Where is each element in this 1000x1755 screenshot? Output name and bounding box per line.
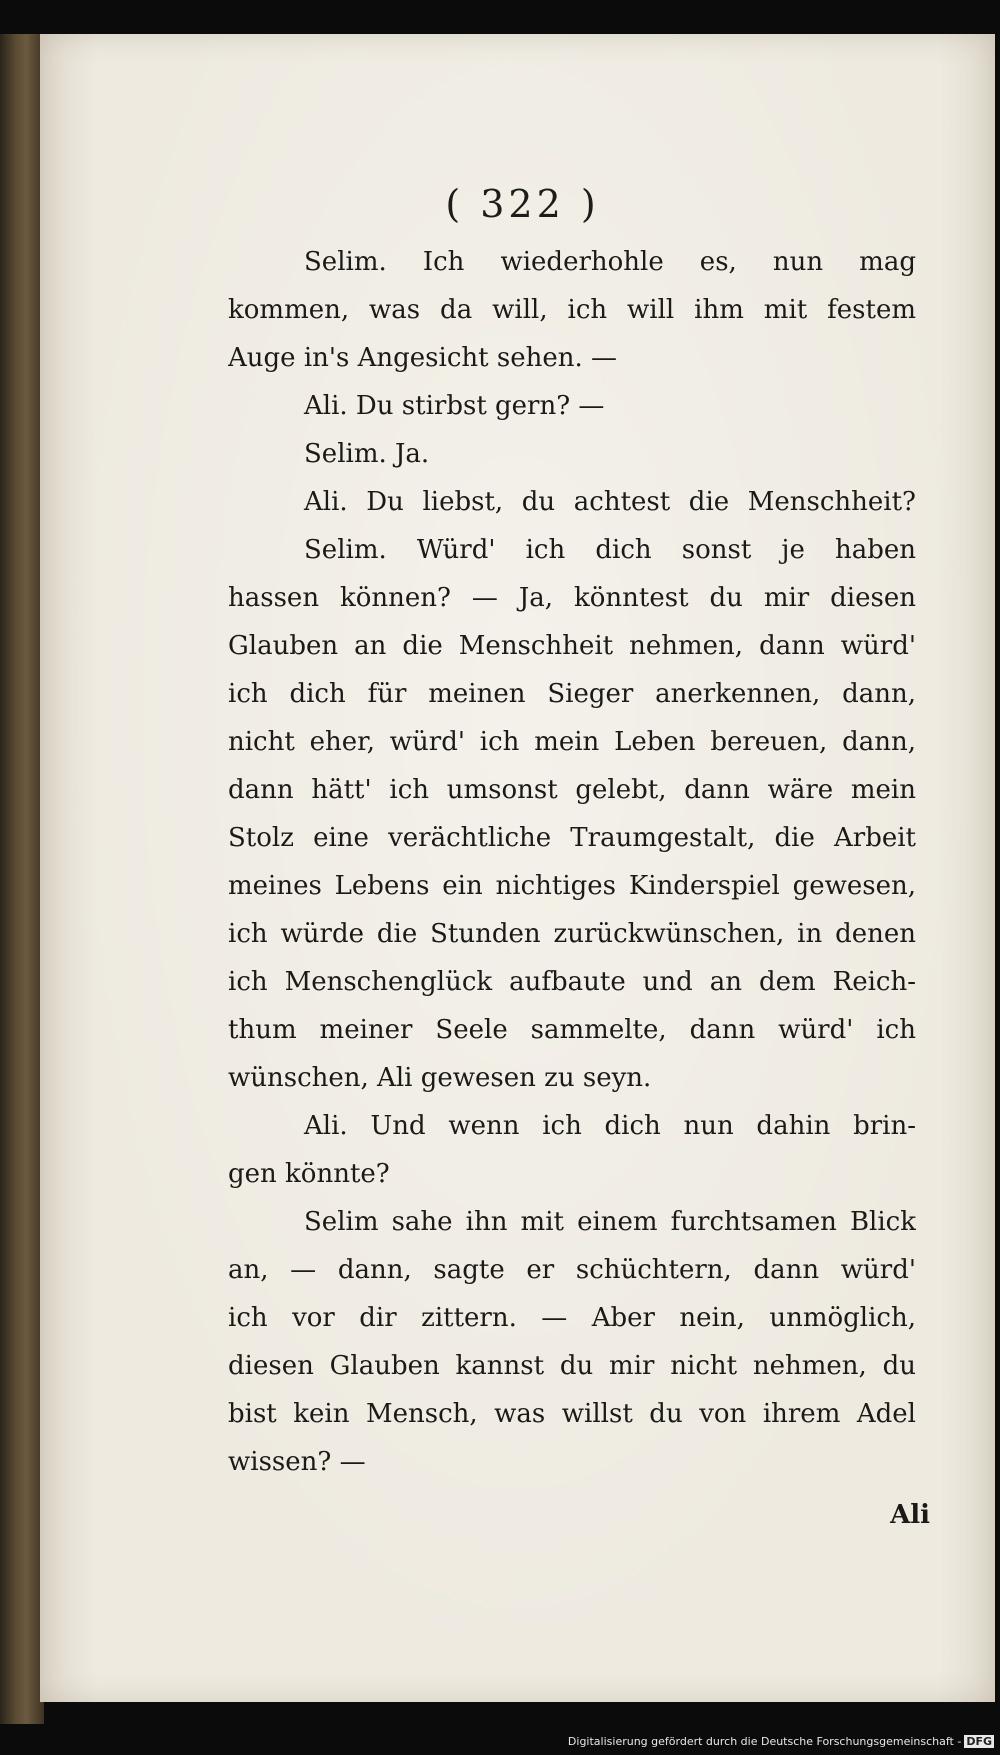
- text-line: Ali. Du stirbst gern? —: [304, 391, 605, 421]
- dfg-logo-badge: DFG: [966, 1735, 992, 1748]
- text-line: diesen Glauben kannst du mir nicht nehmen, du: [228, 1351, 916, 1381]
- text-line: kommen, was da will, ich will ihm mit festem: [228, 295, 916, 325]
- text-line: Selim. Ich wiederhohle es, nun mag: [304, 247, 916, 277]
- text-line: an, — dann, sagte er schüchtern, dann würd': [228, 1255, 916, 1285]
- text-line: ich vor dir zittern. — Aber nein, unmöglich,: [228, 1303, 916, 1333]
- page-number: ( 322 ): [445, 182, 600, 226]
- catchword: Ali: [890, 1500, 930, 1530]
- text-line: ich dich für meinen Sieger anerkennen, dann,: [228, 679, 916, 709]
- body-text: [228, 238, 916, 1486]
- text-line: Selim. Würd' ich dich sonst je haben: [304, 535, 916, 565]
- text-line: ich Menschenglück aufbaute und an dem Reich-: [228, 967, 916, 997]
- text-line: dann hätt' ich umsonst gelebt, dann wäre mein: [228, 775, 916, 805]
- text-line: wissen? —: [228, 1447, 366, 1477]
- book-spine-edge: [0, 34, 44, 1724]
- text-line: Stolz eine verächtliche Traumgestalt, die Arbeit: [228, 823, 916, 853]
- text-line: Selim sahe ihn mit einem furchtsamen Blick: [304, 1207, 916, 1237]
- digitization-credit: [568, 1735, 994, 1748]
- text-line: Auge in's Angesicht sehen. —: [228, 343, 617, 373]
- text-line: ich würde die Stunden zurückwünschen, in denen: [228, 919, 916, 949]
- text-line: hassen können? — Ja, könntest du mir diesen: [228, 583, 916, 613]
- text-line: wünschen, Ali gewesen zu seyn.: [228, 1063, 652, 1093]
- text-line: Ali. Und wenn ich dich nun dahin brin-: [304, 1111, 916, 1141]
- credit-text: Digitalisierung gefördert durch die Deutsche Forschungsgemeinschaft -: [567, 1735, 962, 1748]
- text-line: bist kein Mensch, was willst du von ihrem Adel: [228, 1399, 916, 1429]
- text-line: thum meiner Seele sammelte, dann würd' ich: [228, 1015, 916, 1045]
- text-line: Glauben an die Menschheit nehmen, dann würd': [228, 631, 916, 661]
- text-line: nicht eher, würd' ich mein Leben bereuen, dann,: [228, 727, 916, 757]
- text-line: Ali. Du liebst, du achtest die Menschheit?: [304, 487, 916, 517]
- text-line: Selim. Ja.: [304, 439, 430, 469]
- text-line: gen könnte?: [228, 1159, 390, 1189]
- text-line: meines Lebens ein nichtiges Kinderspiel gewesen,: [228, 871, 916, 901]
